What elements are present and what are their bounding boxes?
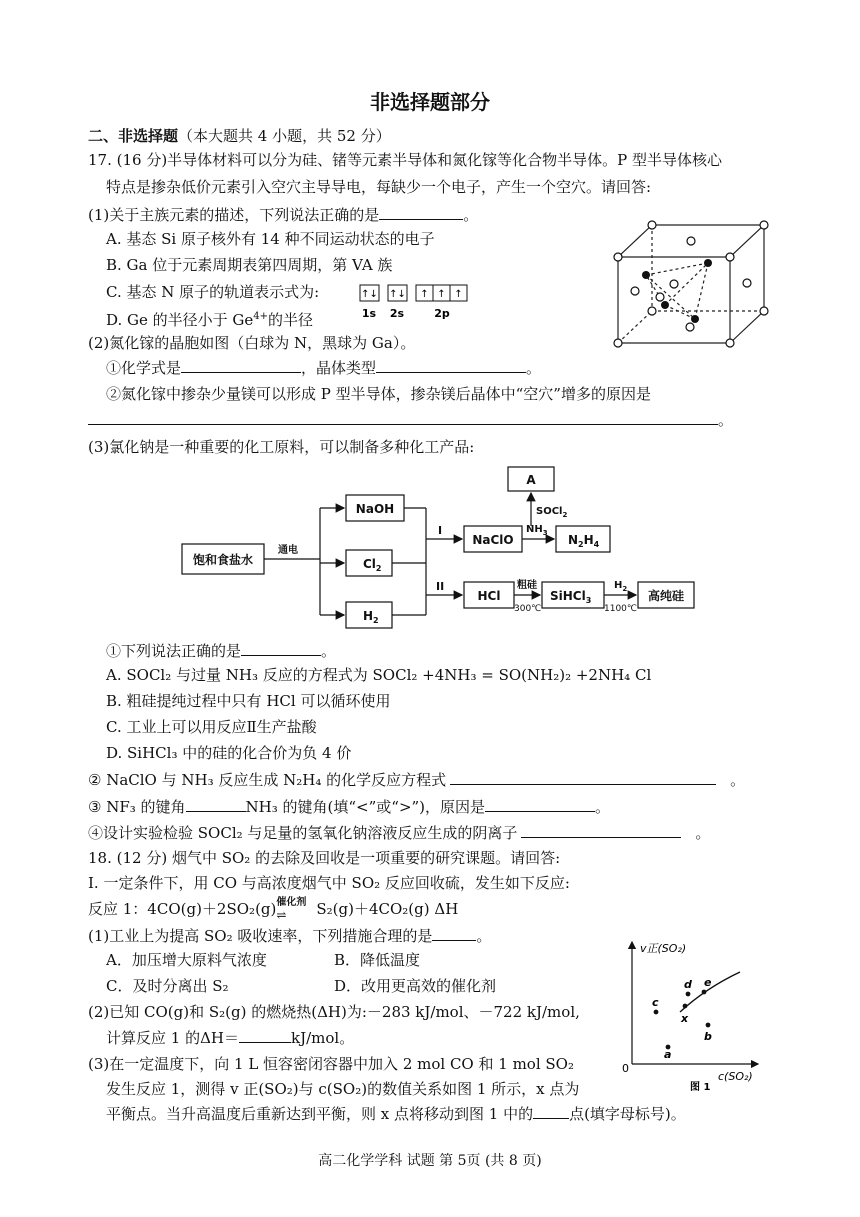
flow-sihcl3: SiHCl$_3$ xyxy=(550,589,592,605)
page-footer: 高二化学学科 试题 第 5页 (共 8 页) xyxy=(318,1153,542,1169)
graph-y-label: v正(SO₂) xyxy=(640,942,687,955)
q17-sub4: ④设计实验检验 SOCl₂ 与足量的氢氧化钠溶液反应生成的阴离子 。 xyxy=(88,824,711,842)
orbital-1s: ↑↓ xyxy=(361,289,378,300)
flow-product-a: A xyxy=(526,473,536,487)
q17-sub2: ② NaClO 与 NH₃ 反应生成 N₂H₄ 的化学反应方程式 。 xyxy=(88,771,746,789)
orbital-2s: ↑↓ xyxy=(389,289,406,300)
q18-part3-line3: 平衡点。当升高温度后重新达到平衡，则 x 点将移动到图 1 中的 点(填字母标号)。 xyxy=(106,1105,686,1123)
flow-naclo: NaClO xyxy=(472,533,514,547)
flow-route-1: I xyxy=(438,524,443,537)
orbital-diagram xyxy=(356,282,476,322)
q18-reaction-1: 反应 1：4CO(g)＋2SO₂(g) 催化剂 ⇌ S₂(g)＋4CO₂(g) ΔH xyxy=(88,899,458,919)
point-b: b xyxy=(704,1030,712,1043)
q17-intro-line1: 17. (16 分)半导体材料可以分为硅、锗等元素半导体和氮化镓等化合物半导体。P 型半导体核心 xyxy=(88,151,723,169)
flow-pure-si: 高纯硅 xyxy=(647,589,685,603)
q18-part3-line2: 发生反应 1，测得 v 正(SO₂)与 c(SO₂)的数值关系如图 1 所示，x 点为 xyxy=(106,1080,580,1098)
q17-sub3: ③ NF₃ 的键角 NH₃ 的键角(填“<”或“>”)，原因是 。 xyxy=(88,798,611,816)
q18-intro: 18. (12 分) 烟气中 SO₂ 的去除及回收是一项重要的研究课题。请回答: xyxy=(88,849,561,867)
page-title: 非选择题部分 xyxy=(370,90,490,114)
point-a: a xyxy=(664,1048,672,1061)
orbital-label-2p: 2p xyxy=(434,307,450,320)
orbital-2p-2: ↑ xyxy=(437,289,446,300)
q17-option-d: D. Ge 的半径小于 $Ge^{4+}$的半径 xyxy=(106,311,314,329)
flow-crude-si: 粗硅 xyxy=(517,580,537,591)
q18-part2-calc: 计算反应 1 的ΔH＝ kJ/mol。 xyxy=(106,1029,355,1047)
orbital-label-2s: 2s xyxy=(389,307,405,320)
q17-part2: (2)氮化镓的晶胞如图（白球为 N，黑球为 Ga）。 xyxy=(88,334,416,352)
flow-nh3-label: $NH_3$ xyxy=(526,524,548,537)
nacl-flowchart xyxy=(170,462,710,632)
catalyst-label: 催化剂 xyxy=(276,897,307,908)
point-c: c xyxy=(652,996,659,1009)
q18-part1: (1)工业上为提高 SO₂ 吸收速率，下列措施合理的是 。 xyxy=(88,927,492,945)
flow-naoh: NaOH xyxy=(355,502,395,516)
q17-part1: (1)关于主族元素的描述，下列说法正确的是 。 xyxy=(88,206,479,224)
flow-h2-label: $H_2$ xyxy=(614,580,628,593)
flow-socl2-label: SOCl$_2$ xyxy=(536,506,568,519)
q17-sub1-option-b: B. 粗硅提纯过程中只有 HCl 可以循环使用 xyxy=(106,692,391,710)
flow-temp-300: 300℃ xyxy=(514,604,542,614)
flow-temp-1100: 1100℃ xyxy=(604,604,638,614)
graph-origin: 0 xyxy=(622,1062,629,1075)
orbital-label-1s: 1s xyxy=(361,307,377,320)
q17-sub1-option-c: C. 工业上可以用反应Ⅱ生产盐酸 xyxy=(106,718,317,736)
flow-brine: 饱和食盐水 xyxy=(192,553,254,567)
q17-part3: (3)氯化钠是一种重要的化工原料，可以制备多种化工产品: xyxy=(88,438,475,456)
q17-sub1-option-d: D. SiHCl₃ 中的硅的化合价为负 4 价 xyxy=(106,744,352,762)
figure-1-rate-graph xyxy=(618,930,768,1095)
q17-option-c: C. 基态 N 原子的轨道表示式为: xyxy=(106,283,320,301)
graph-caption: 图 1 xyxy=(690,1082,711,1093)
q18-option-b: B．降低温度 xyxy=(334,951,421,969)
flow-cl2: $Cl_2$ xyxy=(363,557,382,573)
orbital-2p-3: ↑ xyxy=(454,289,463,300)
flow-route-2: II xyxy=(436,580,445,593)
q18-option-d: D．改用更高效的催化剂 xyxy=(334,977,497,995)
q17-part2-sub1: ①化学式是 ，晶体类型 。 xyxy=(106,359,542,377)
flow-n2h4: $N_2H_4$ xyxy=(568,533,600,549)
point-d: d xyxy=(684,978,692,991)
q18-part-i: I. 一定条件下，用 CO 与高浓度烟气中 SO₂ 反应回收硫，发生如下反应: xyxy=(88,874,570,892)
flow-electrolysis: 通电 xyxy=(278,545,298,556)
q17-sub1: ①下列说法正确的是 。 xyxy=(106,642,337,660)
point-e: e xyxy=(704,976,712,989)
gan-unit-cell-figure xyxy=(600,215,770,350)
q18-option-a: A．加压增大原料气浓度 xyxy=(106,951,267,969)
q18-part2: (2)已知 CO(g)和 S₂(g) 的燃烧热(ΔH)为:－283 kJ/mol、－722 kJ/mol, xyxy=(88,1003,580,1021)
section-heading: 二、非选择题（本大题共 4 小题，共 52 分） xyxy=(88,127,391,145)
orbital-2p-1: ↑ xyxy=(420,289,429,300)
q17-part2-sub2: ②氮化镓中掺杂少量镁可以形成 P 型半导体，掺杂镁后晶体中“空穴”增多的原因是 xyxy=(106,385,651,403)
point-x: x xyxy=(681,1012,689,1025)
q17-option-b: B. Ga 位于元素周期表第四周期，第 VA 族 xyxy=(106,256,393,274)
q18-part3-line1: (3)在一定温度下，向 1 L 恒容密闭容器中加入 2 mol CO 和 1 mol SO₂ xyxy=(88,1055,574,1073)
q17-sub1-option-a: A. SOCl₂ 与过量 NH₃ 反应的方程式为 SOCl₂ +4NH₃ = SO(NH₂)₂ +2NH₄ Cl xyxy=(106,666,652,684)
flow-hcl: HCl xyxy=(477,589,501,603)
q17-option-a: A. 基态 Si 原子核外有 14 种不同运动状态的电子 xyxy=(106,230,435,248)
graph-x-label: c(SO₂) xyxy=(718,1070,753,1083)
q17-part2-sub2-answer: 。 xyxy=(88,410,733,430)
flow-h2: $H_2$ xyxy=(363,609,379,625)
q17-intro-line2: 特点是掺杂低价元素引入空穴主导导电，每缺少一个电子，产生一个空穴。请回答: xyxy=(106,178,652,196)
q18-option-c: C．及时分离出 S₂ xyxy=(106,977,229,995)
